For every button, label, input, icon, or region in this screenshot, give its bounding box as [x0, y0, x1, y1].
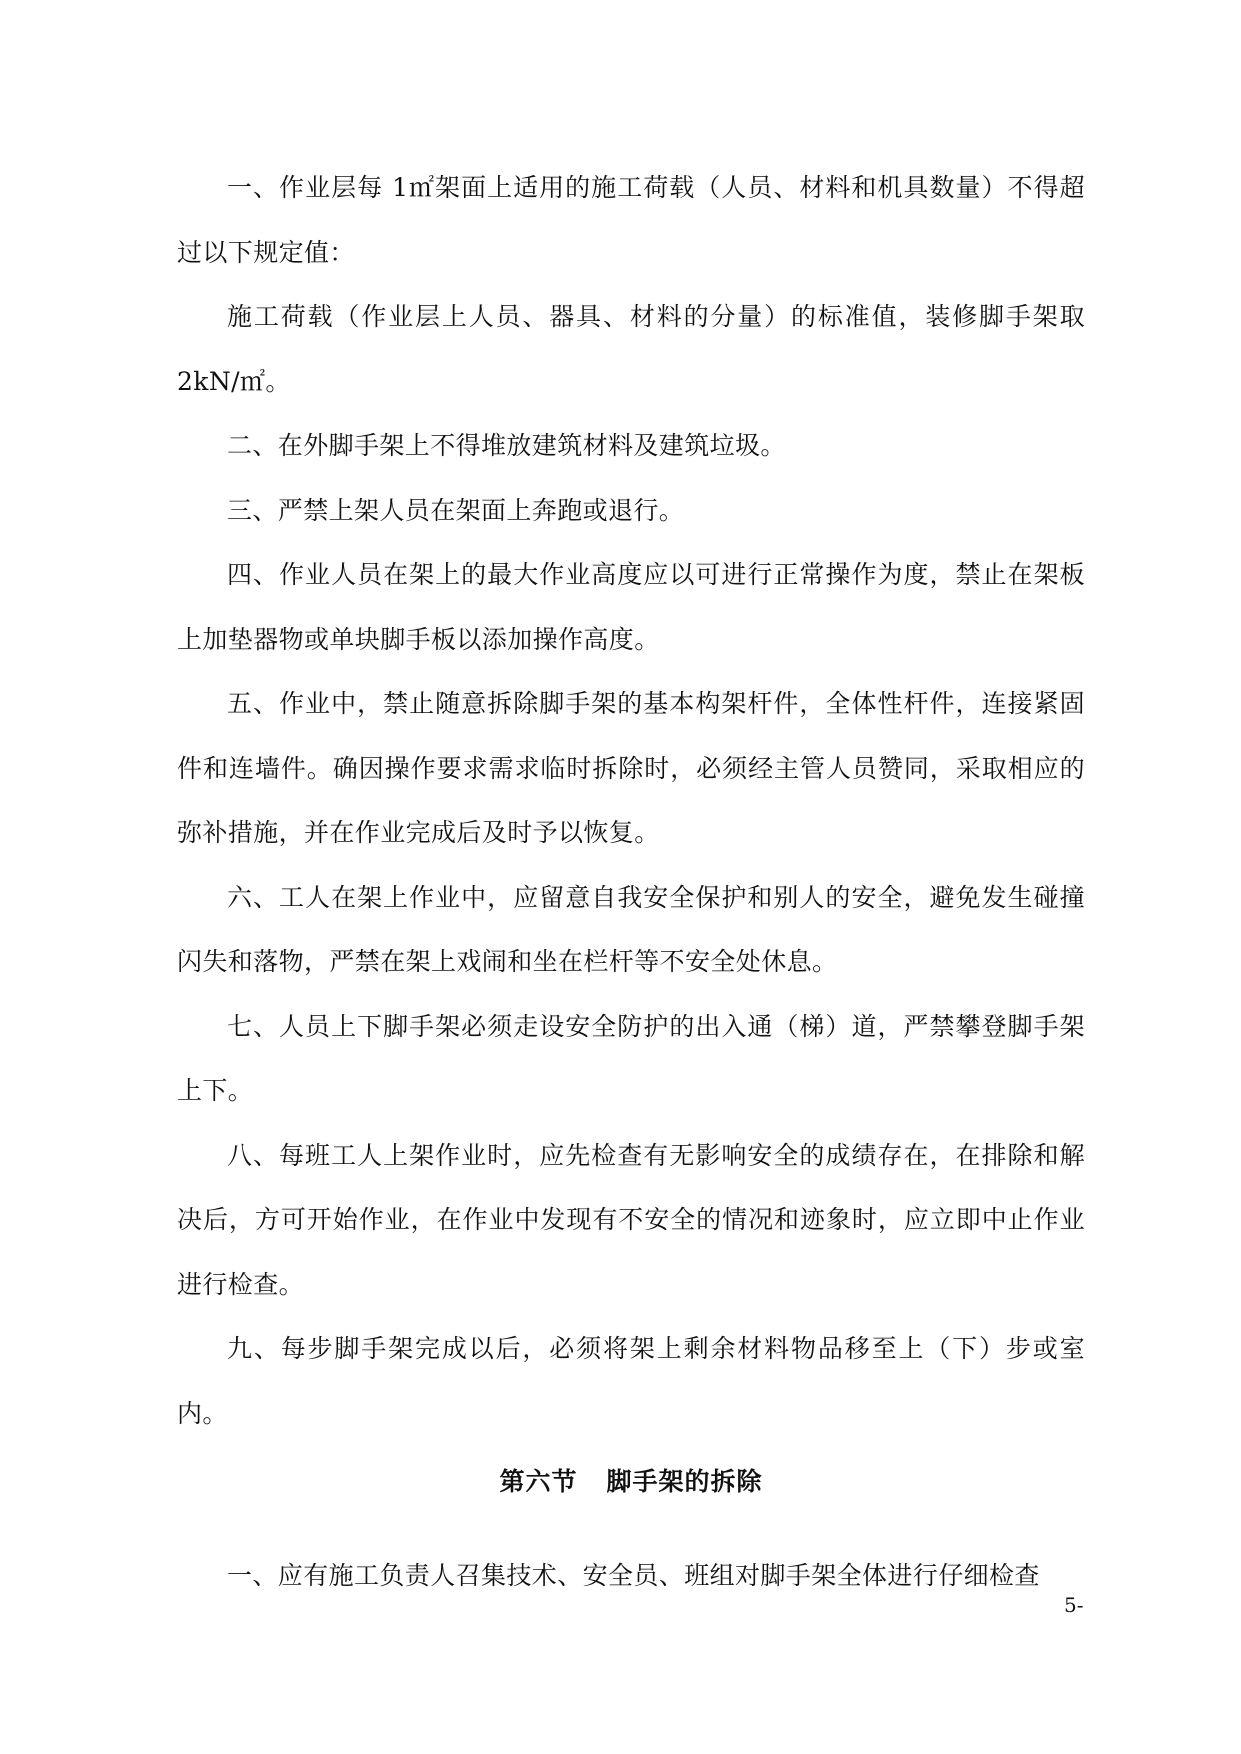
paragraph-item-9: 九、每步脚手架完成以后，必须将架上剩余材料物品移至上（下）步或室内。 [177, 1334, 1085, 1428]
paragraph-item-8: 八、每班工人上架作业时，应先检查有无影响安全的成绩存在，在排除和解决后，方可开始作业，在作业中发现有不安全的情况和迹象时，应立即中止作业进行检查。 [177, 1140, 1085, 1299]
paragraph-item-7: 七、人员上下脚手架必须走设安全防护的出入通（梯）道，严禁攀登脚手架上下。 [177, 1011, 1085, 1105]
paragraph-item-4: 四、作业人员在架上的最大作业高度应以可进行正常操作为度，禁止在架板上加垫器物或单块脚手板以添加操作高度。 [177, 560, 1085, 654]
paragraph-item-5: 五、作业中，禁止随意拆除脚手架的基本构架杆件，全体性杆件，连接紧固件和连墙件。确因操作要求需求临时拆除时，必须经主管人员赞同，采取相应的弥补措施，并在作业完成后及时予以恢复。 [177, 689, 1085, 847]
paragraph-item-6: 六、工人在架上作业中，应留意自我安全保护和别人的安全，避免发生碰撞闪失和落物，严禁在架上戏闹和坐在栏杆等不安全处休息。 [177, 882, 1085, 976]
page-body [177, 156, 1085, 1609]
paragraph-item-2: 二、在外脚手架上不得堆放建筑材料及建筑垃圾。 [227, 431, 786, 460]
paragraph-dismantle-1: 一、应有施工负责人召集技术、安全员、班组对脚手架全体进行仔细检查 [227, 1561, 1040, 1590]
paragraph-item-3: 三、严禁上架人员在架面上奔跑或退行。 [227, 495, 685, 525]
section-heading: 第六节 脚手架的拆除 [499, 1467, 763, 1496]
page-number: 5- [1064, 1593, 1084, 1617]
paragraph-construction-load: 施工荷载（作业层上人员、器具、材料的分量）的标准值，装修脚手架取2kN/㎡。 [177, 302, 1085, 396]
paragraph-load-limit: 一、作业层每 1㎡架面上适用的施工荷载（人员、材料和机具数量）不得超过以下规定值： [177, 173, 1085, 267]
